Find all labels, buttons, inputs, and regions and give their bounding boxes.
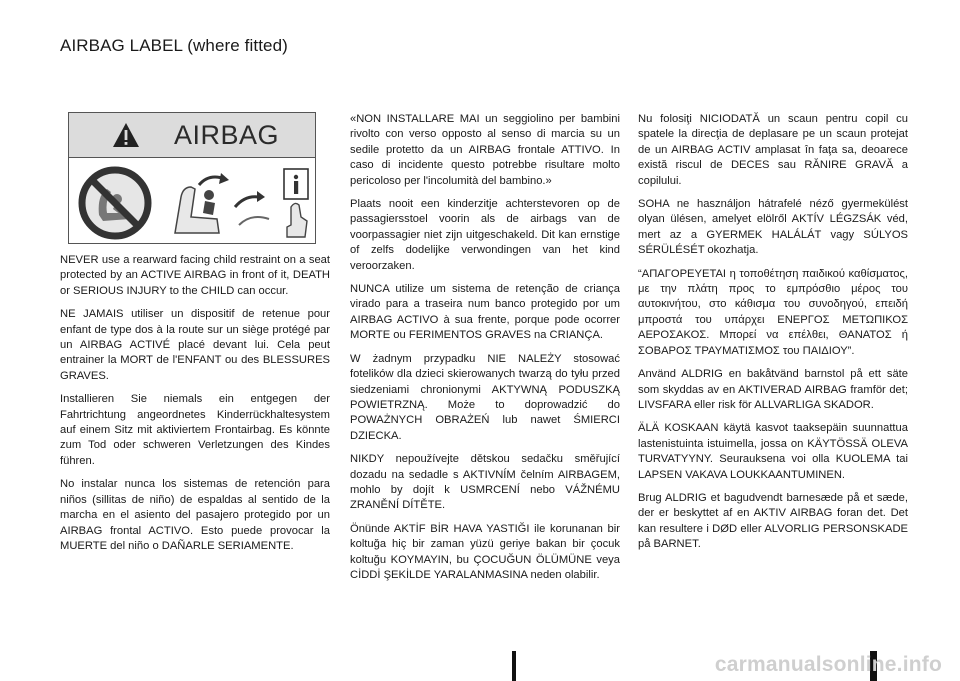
no-rear-facing-seat-icon <box>77 165 153 241</box>
paragraph-french: NE JAMAIS utiliser un dispositif de retenue pour enfant de type dos à la route sur un siège protégé par un AIRBAG ACTIVÉ placé devant lui. Cela peut entrainer la MORT de l'ENFANT ou des BLESSURES GRAVES. <box>60 308 330 382</box>
paragraph-romanian: Nu folosiţi NICIODATĂ un scaun pentru copil cu spatele la direcţia de deplasare pe un scaun protejat de un AIRBAG ACTIV amplasat în faţa sa, deoarece există riscul de DECES sau RĂNIRE GRAVĂ a copilului. <box>638 113 908 187</box>
paragraph-german: Installieren Sie niemals ein entgegen der Fahrtrichtung angeordnetes Kinderrückhaltesystem auf einem Sitz mit aktiviertem Frontairbag. Es könnte zum Tod oder schweren Verletzungen des Kindes führen. <box>60 393 330 467</box>
paragraph-dutch: Plaats nooit een kinderzitje achterstevoren op de passagiersstoel voorin als de airbags van de voorpassagier niet zijn uitgeschakeld. Dit kan ernstige of zelfs dodelijke verwondingen van het kind veroorzaken. <box>350 198 620 272</box>
paragraph-hungarian: SOHA ne használjon hátrafelé néző gyermekülést olyan ülésen, amelyet elölről AKTÍV LÉGZSÁK véd, mert az a GYERMEK HALÁLÁT vagy SÚLYOS SÉRÜLÉSÉT okozhatja. <box>638 198 908 257</box>
label-header <box>69 113 315 158</box>
paragraph-english: NEVER use a rearward facing child restraint on a seat protected by an ACTIVE AIRBAG in front of it, DEATH or SERIOUS INJURY to the CHILD can occur. <box>60 254 330 297</box>
paragraph-greek: “ΑΠΑΓΟΡΕΥΕΤΑΙ η τοποθέτηση παιδικού καθίσματος, με την πλάτη προς το εμπρόσθιο μέρος του αυτοκινήτου, στο κάθισμα του συνοδηγού, επειδή μπροστά του υπάρχει ΕΝΕΡΓΟΣ ΜΕΤΩΠΙΚΟΣ ΑΕΡΟΣΑΚΟΣ. Μπορεί να επέλθει, ΘΑΝΑΤΟΣ ή ΣΟΒΑΡΟΣ ΤΡΑΥΜΑΤΙΣΜΟΣ του ΠΑΙΔΙΟΥ”. <box>638 267 908 357</box>
footer-bar-left <box>512 651 516 681</box>
warning-triangle-icon <box>111 121 141 149</box>
column-3 <box>638 112 908 561</box>
page-title: AIRBAG LABEL (where fitted) <box>60 36 288 55</box>
column-2 <box>350 112 620 591</box>
paragraph-spanish: No instalar nunca los sistemas de retención para niños (sillitas de niño) de espaldas al sentido de la marcha en el asiento del pasajero protegido por un AIRBAG frontal ACTIVO. Esto puede provocar la MUERTE del niño o DAÑARLE SERIAMENTE. <box>60 478 330 552</box>
label-airbag-word: AIRBAG <box>174 120 280 150</box>
paragraph-danish: Brug ALDRIG et bagudvendt barnesæde på et sæde, der er beskyttet af en AKTIV AIRBAG foran det. Det kan resultere i DØD eller ALVORLIG PERSONSKADE på BARNET. <box>638 491 908 551</box>
manual-info-icon <box>281 165 313 241</box>
watermark: carmanualsonline.info <box>714 653 942 676</box>
paragraph-portuguese: NUNCA utilize um sistema de retenção de criança virado para a traseira num banco protegido por um AIRBAG ACTIVO à sua frente, porque pode ocorrer MORTE ou FERIMENTOS GRAVES na CRIANÇA. <box>350 283 620 342</box>
paragraph-polish: W żadnym przypadku NIE NALEŻY stosować fotelików dla dzieci skierowanych twarzą do tyłu przed siedzeniami chronionymi AKTYWNĄ PODUSZKĄ POWIETRZNĄ. Może to doprowadzić do POWAŻNYCH OBRAŻEŃ lub nawet ŚMIERCI DZIECKA. <box>350 352 620 442</box>
column-1 <box>60 253 330 562</box>
airbag-warning-label <box>68 112 316 244</box>
paragraph-swedish: Använd ALDRIG en bakåtvänd barnstol på ett säte som skyddas av en AKTIVERAD AIRBAG framför det; LIVSFARA eller risk för ALLVARLIGA SKADOR. <box>638 368 908 411</box>
airbag-seat-icon <box>169 167 281 239</box>
paragraph-finnish: ÄLÄ KOSKAAN käytä kasvot taaksepäin suunnattua lastenistuinta istuimella, jossa on KÄYTÖSSÄ OLEVA TURVATYYNY. Seurauksena voi olla KUOLEMA tai LAPSEN VAKAVA LOUKKAANTUMINEN. <box>638 422 908 481</box>
paragraph-italian: «NON INSTALLARE MAI un seggiolino per bambini rivolto con verso opposto al senso di marcia su un sedile protetto da un AIRBAG frontale ATTIVO. In caso di incidente questo potrebbe risultare molto pericoloso per l'incolumità del bambino.» <box>350 113 620 187</box>
paragraph-czech: NIKDY nepoužívejte dětskou sedačku směřující dozadu na sedadle s AKTIVNÍM čelním AIRBAGEM, mohlo by dojít k USMRCENÍ nebo VÁŽNÉMU ZRANĚNÍ DÍTĚTE. <box>350 453 620 512</box>
paragraph-turkish: Önünde AKTİF BİR HAVA YASTIĞI ile korunanan bir koltuğa hiç bir zaman yüzü geriye bakan bir çocuk koltuğu KOYMAYIN, bu ÇOCUĞUN ÖLÜMÜNE veya CİDDİ ŞEKİLDE YARALANMASINA neden olabilir. <box>350 522 620 581</box>
